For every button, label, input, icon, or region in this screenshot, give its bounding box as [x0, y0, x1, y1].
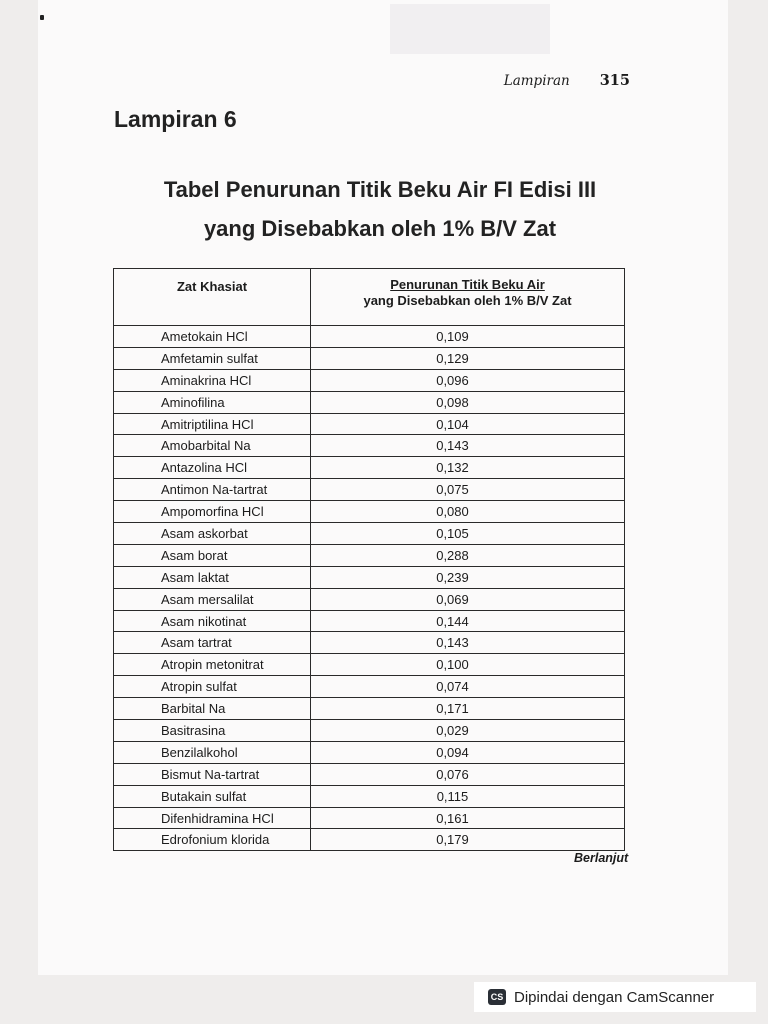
freezing-point-value: 0,129 — [311, 347, 625, 369]
page-number: 315 — [599, 72, 630, 89]
substance-name: Butakain sulfat — [114, 785, 311, 807]
substance-name: Antazolina HCl — [114, 457, 311, 479]
table-row — [114, 566, 625, 588]
table-body — [114, 326, 625, 851]
continued-note: Berlanjut — [574, 851, 629, 865]
table-row — [114, 741, 625, 763]
substance-name: Bismut Na-tartrat — [114, 763, 311, 785]
freezing-point-value: 0,104 — [311, 413, 625, 435]
substance-name: Difenhidramina HCl — [114, 807, 311, 829]
table-row — [114, 720, 625, 742]
freezing-point-table — [113, 268, 625, 851]
table-row — [114, 413, 625, 435]
substance-name: Asam mersalilat — [114, 588, 311, 610]
freezing-point-value: 0,069 — [311, 588, 625, 610]
table-row — [114, 763, 625, 785]
scan-smudge — [390, 4, 550, 54]
scanner-text: Dipindai dengan CamScanner — [514, 988, 715, 1006]
table-row — [114, 544, 625, 566]
substance-name: Asam tartrat — [114, 632, 311, 654]
substance-name: Barbital Na — [114, 698, 311, 720]
appendix-label: Lampiran 6 — [114, 106, 237, 132]
substance-name: Basitrasina — [114, 720, 311, 742]
freezing-point-value: 0,109 — [311, 326, 625, 348]
substance-name: Aminofilina — [114, 391, 311, 413]
scan-dot — [40, 15, 44, 20]
freezing-point-value: 0,179 — [311, 829, 625, 851]
substance-name: Antimon Na-tartrat — [114, 479, 311, 501]
table-row — [114, 807, 625, 829]
substance-name: Asam laktat — [114, 566, 311, 588]
header-freezing-point — [311, 269, 625, 326]
freezing-point-value: 0,132 — [311, 457, 625, 479]
camscanner-logo-icon: CS — [488, 989, 506, 1005]
table-row — [114, 785, 625, 807]
freezing-point-value: 0,076 — [311, 763, 625, 785]
table-row — [114, 654, 625, 676]
header-value-line-1: Penurunan Titik Beku Air — [390, 277, 545, 292]
table-title-line-1: Tabel Penurunan Titik Beku Air FI Edisi III — [163, 177, 597, 202]
substance-name: Asam borat — [114, 544, 311, 566]
table-row — [114, 435, 625, 457]
substance-name: Amitriptilina HCl — [114, 413, 311, 435]
freezing-point-value: 0,144 — [311, 610, 625, 632]
table-row — [114, 698, 625, 720]
freezing-point-value: 0,098 — [311, 391, 625, 413]
freezing-point-value: 0,029 — [311, 720, 625, 742]
table-row — [114, 326, 625, 348]
freezing-point-value: 0,074 — [311, 676, 625, 698]
freezing-point-value: 0,105 — [311, 523, 625, 545]
table-row — [114, 676, 625, 698]
table-row — [114, 501, 625, 523]
table-title — [110, 170, 650, 248]
substance-name: Atropin sulfat — [114, 676, 311, 698]
freezing-point-value: 0,161 — [311, 807, 625, 829]
freezing-point-value: 0,094 — [311, 741, 625, 763]
freezing-point-value: 0,239 — [311, 566, 625, 588]
table-row — [114, 369, 625, 391]
freezing-point-value: 0,100 — [311, 654, 625, 676]
substance-name: Aminakrina HCl — [114, 369, 311, 391]
substance-name: Ampomorfina HCl — [114, 501, 311, 523]
table-row — [114, 588, 625, 610]
freezing-point-value: 0,288 — [311, 544, 625, 566]
header-value-line-2: yang Disebabkan oleh 1% B/V Zat — [363, 293, 572, 308]
freezing-point-value: 0,143 — [311, 435, 625, 457]
running-header-label: Lampiran — [503, 73, 570, 89]
table-row — [114, 523, 625, 545]
table-row — [114, 610, 625, 632]
substance-name: Amfetamin sulfat — [114, 347, 311, 369]
freezing-point-value: 0,143 — [311, 632, 625, 654]
table-row — [114, 829, 625, 851]
header-substance: Zat Khasiat — [114, 269, 311, 326]
table-header-row — [114, 269, 625, 326]
running-header — [470, 72, 630, 94]
freezing-point-value: 0,075 — [311, 479, 625, 501]
substance-name: Asam askorbat — [114, 523, 311, 545]
freezing-point-value: 0,115 — [311, 785, 625, 807]
substance-name: Benzilalkohol — [114, 741, 311, 763]
table-row — [114, 479, 625, 501]
table-row — [114, 391, 625, 413]
table-title-line-2: yang Disebabkan oleh 1% B/V Zat — [203, 216, 557, 241]
substance-name: Atropin metonitrat — [114, 654, 311, 676]
table-row — [114, 347, 625, 369]
freezing-point-value: 0,171 — [311, 698, 625, 720]
substance-name: Edrofonium klorida — [114, 829, 311, 851]
table-row — [114, 457, 625, 479]
freezing-point-value: 0,080 — [311, 501, 625, 523]
substance-name: Amobarbital Na — [114, 435, 311, 457]
substance-name: Asam nikotinat — [114, 610, 311, 632]
scanner-watermark — [474, 982, 756, 1012]
substance-name: Ametokain HCl — [114, 326, 311, 348]
freezing-point-value: 0,096 — [311, 369, 625, 391]
table-row — [114, 632, 625, 654]
